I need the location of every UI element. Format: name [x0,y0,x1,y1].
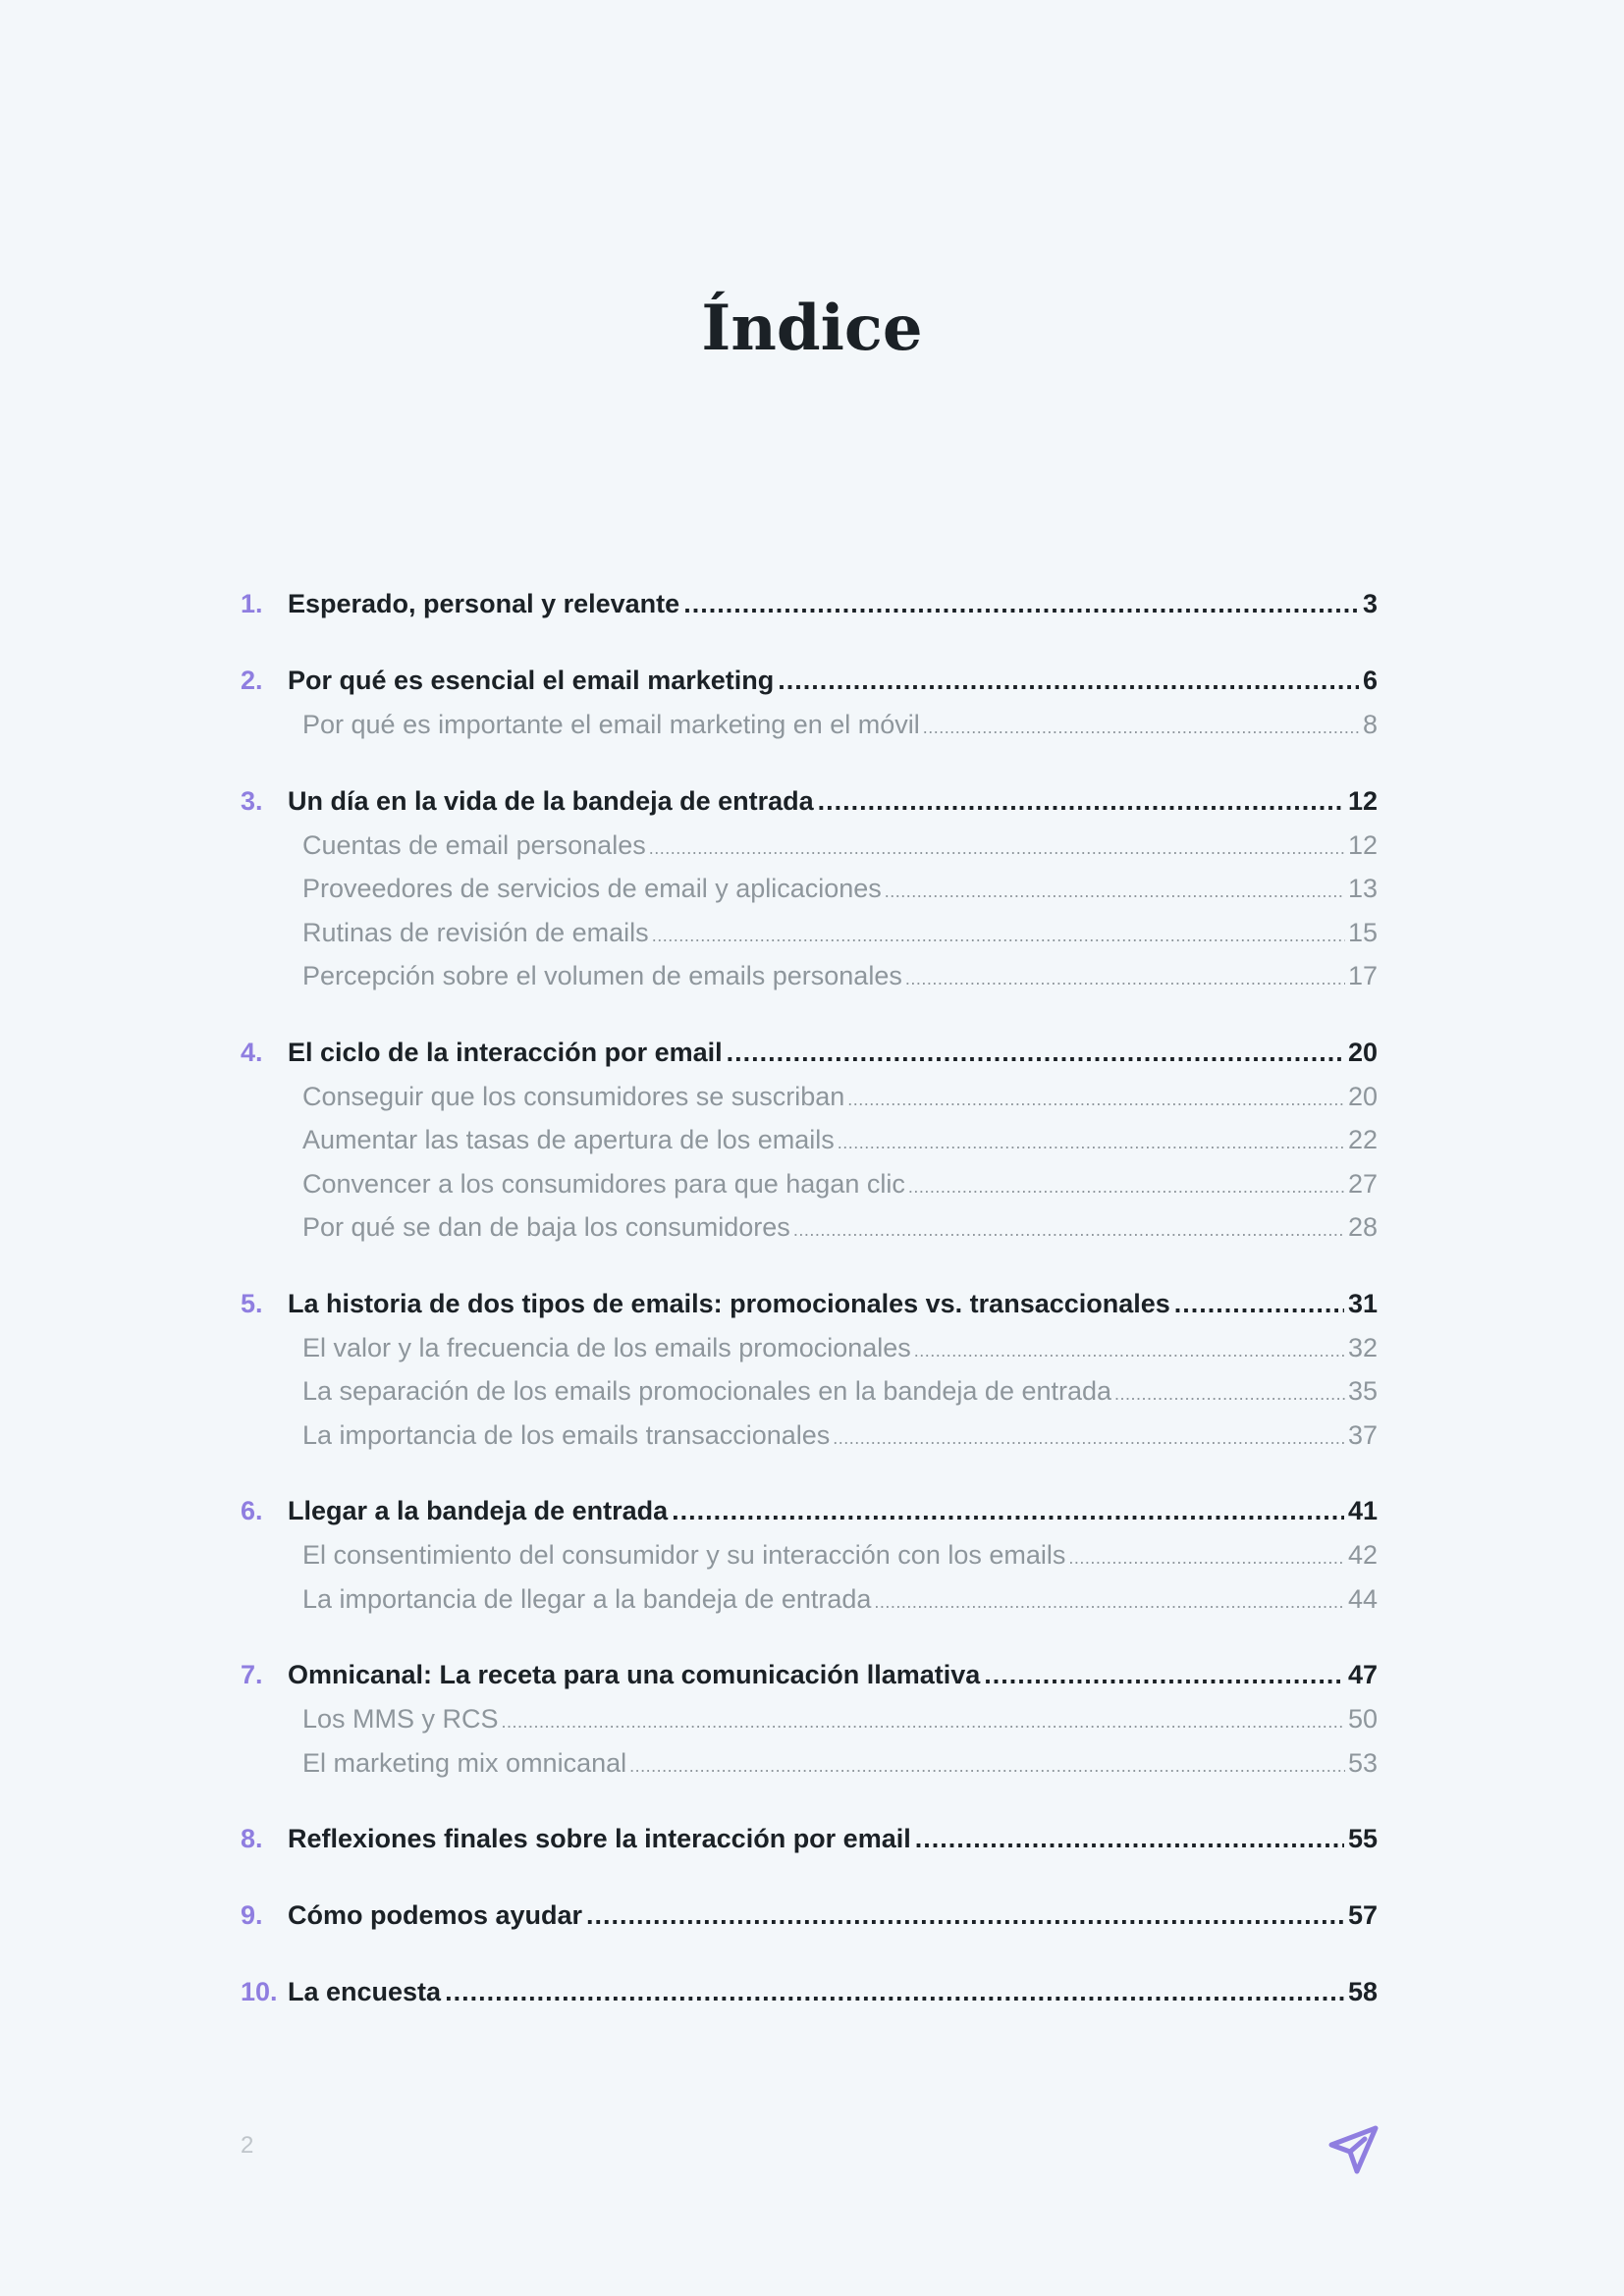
toc-section [241,1488,1378,1621]
toc-entry-number: 8. [241,1824,263,1853]
toc-subentry-title: Conseguir que los consumidores se suscriban [302,1081,845,1111]
toc-entry-number: 2. [241,666,263,695]
toc-subentry-title: El valor y la frecuencia de los emails promocionales [302,1332,911,1362]
toc-section [241,658,1378,747]
toc-entry-title: Un día en la vida de la bandeja de entrada [288,785,814,816]
toc-subentry-page: 27 [1347,1168,1378,1199]
toc-subentry[interactable] [241,1414,1378,1458]
toc-section [241,581,1378,626]
toc-entry-title: Por qué es esencial el email marketing [288,666,775,695]
toc-subentry-title: Aumentar las tasas de apertura de los emails [302,1125,835,1154]
toc-entry-number: 1. [241,589,263,618]
toc-subentry-page: 35 [1347,1376,1378,1406]
toc-entry-number: 6. [241,1496,263,1525]
toc-subentry[interactable] [241,1577,1378,1622]
toc-leader-dots [847,1078,1345,1122]
toc-leader-dots [833,1416,1345,1461]
toc-subentry-title: Por qué es importante el email marketing en el móvil [302,710,920,739]
toc-entry-title: Reflexiones finales sobre la interacción por email [288,1824,911,1853]
toc-subentry[interactable] [241,867,1378,911]
toc-entry-number: 7. [241,1660,263,1689]
toc-leader-dots [445,1969,1344,2014]
toc-leader-dots [672,1488,1344,1533]
toc-subentry-page: 42 [1347,1540,1378,1570]
toc-entry-page: 31 [1347,1288,1378,1318]
toc-section [241,1893,1378,1938]
toc-entry-number: 3. [241,785,263,816]
toc-subentry-title: El consentimiento del consumidor y su interacción con los emails [302,1540,1066,1570]
toc-entry-page: 12 [1347,785,1378,816]
toc-subentry[interactable] [241,1162,1378,1206]
toc-leader-dots [984,1652,1344,1697]
toc-entry-title: Cómo podemos ayudar [288,1900,583,1930]
toc-leader-dots [914,1329,1345,1373]
toc-entry[interactable] [241,1969,1378,2014]
toc-entry[interactable] [241,1652,1378,1697]
toc-subentry-page: 53 [1347,1747,1378,1778]
toc-subentry-page: 15 [1347,917,1378,947]
toc-entry-number: 9. [241,1900,263,1930]
toc-subentry[interactable] [241,824,1378,868]
toc-section [241,1652,1378,1785]
toc-entry[interactable] [241,1030,1378,1075]
toc-subentry-page: 22 [1347,1125,1378,1154]
toc-subentry[interactable] [241,1118,1378,1162]
toc-subentry[interactable] [241,1075,1378,1119]
toc-leader-dots [1068,1536,1345,1580]
toc-subentry[interactable] [241,1533,1378,1577]
toc-leader-dots [793,1208,1345,1253]
toc-section [241,1969,1378,2014]
toc-entry-title: Esperado, personal y relevante [288,589,680,618]
toc-leader-dots [683,581,1359,626]
toc-entry-number: 4. [241,1037,263,1067]
toc-section [241,1816,1378,1861]
toc-leader-dots [908,1165,1345,1209]
toc-section [241,778,1378,998]
toc-entry-page: 58 [1347,1977,1378,2006]
toc-subentry-page: 44 [1347,1583,1378,1614]
toc-section [241,1281,1378,1458]
toc-subentry[interactable] [241,703,1378,747]
toc-leader-dots [586,1893,1344,1938]
toc-entry[interactable] [241,778,1378,824]
toc-entry[interactable] [241,1816,1378,1861]
toc-leader-dots [778,658,1359,703]
toc-leader-dots [1114,1372,1345,1416]
toc-subentry-title: Percepción sobre el volumen de emails personales [302,961,902,990]
table-of-contents [241,581,1378,2014]
toc-subentry[interactable] [241,954,1378,998]
toc-subentry-title: La importancia de los emails transaccionales [302,1419,831,1450]
toc-section [241,1030,1378,1250]
toc-entry-page: 41 [1347,1496,1378,1525]
toc-entry[interactable] [241,658,1378,703]
toc-entry-number: 10. [241,1977,278,2006]
toc-subentry-title: La separación de los emails promocionales en la bandeja de entrada [302,1376,1112,1406]
toc-entry[interactable] [241,1488,1378,1533]
toc-subentry-page: 20 [1347,1081,1378,1111]
paper-plane-icon [1326,2122,1380,2177]
toc-entry[interactable] [241,581,1378,626]
toc-subentry-page: 32 [1347,1332,1378,1362]
toc-entry-page: 20 [1347,1037,1378,1067]
toc-leader-dots [727,1030,1344,1075]
toc-subentry-title: Por qué se dan de baja los consumidores [302,1212,790,1242]
toc-subentry[interactable] [241,1741,1378,1786]
toc-subentry-page: 12 [1347,829,1378,860]
toc-entry[interactable] [241,1893,1378,1938]
toc-entry-page: 3 [1362,589,1378,618]
toc-subentry[interactable] [241,1326,1378,1370]
toc-subentry-title: Cuentas de email personales [302,829,646,860]
toc-subentry-title: El marketing mix omnicanal [302,1747,627,1778]
toc-subentry[interactable] [241,1205,1378,1250]
toc-leader-dots [885,870,1345,914]
page-title: Índice [701,292,923,365]
toc-subentry-page: 28 [1347,1212,1378,1242]
toc-subentry-page: 8 [1362,710,1378,739]
toc-entry-title: La historia de dos tipos de emails: promocionales vs. transaccionales [288,1288,1170,1318]
toc-leader-dots [1174,1281,1344,1326]
toc-subentry-title: Convencer a los consumidores para que hagan clic [302,1168,905,1199]
toc-subentry[interactable] [241,911,1378,955]
toc-leader-dots [905,957,1345,1001]
toc-subentry[interactable] [241,1697,1378,1741]
toc-entry-number: 5. [241,1288,263,1318]
toc-entry-page: 55 [1347,1824,1378,1853]
toc-entry-title: Llegar a la bandeja de entrada [288,1496,669,1525]
toc-entry-page: 6 [1362,666,1378,695]
toc-entry-title: Omnicanal: La receta para una comunicación llamativa [288,1660,981,1689]
toc-leader-dots [649,827,1345,871]
toc-leader-dots [874,1580,1345,1625]
toc-leader-dots [629,1744,1345,1789]
toc-subentry-title: Proveedores de servicios de email y aplicaciones [302,874,882,903]
toc-entry-page: 57 [1347,1900,1378,1930]
toc-entry-title: El ciclo de la interacción por email [288,1037,723,1067]
toc-leader-dots [838,1121,1345,1165]
toc-subentry-page: 13 [1347,874,1378,903]
toc-subentry-page: 37 [1347,1419,1378,1450]
toc-leader-dots [923,706,1360,750]
toc-leader-dots [818,778,1344,824]
toc-leader-dots [915,1816,1344,1861]
toc-entry-page: 47 [1347,1660,1378,1689]
toc-entry-title: La encuesta [288,1977,442,2006]
toc-leader-dots [502,1700,1345,1744]
toc-subentry-title: La importancia de llegar a la bandeja de entrada [302,1583,872,1614]
page-number: 2 [241,2132,254,2159]
toc-subentry-page: 17 [1347,961,1378,990]
toc-subentry-title: Los MMS y RCS [302,1704,499,1734]
toc-entry[interactable] [241,1281,1378,1326]
toc-subentry-title: Rutinas de revisión de emails [302,917,649,947]
toc-subentry[interactable] [241,1369,1378,1414]
toc-subentry-page: 50 [1347,1704,1378,1734]
toc-leader-dots [652,914,1345,958]
